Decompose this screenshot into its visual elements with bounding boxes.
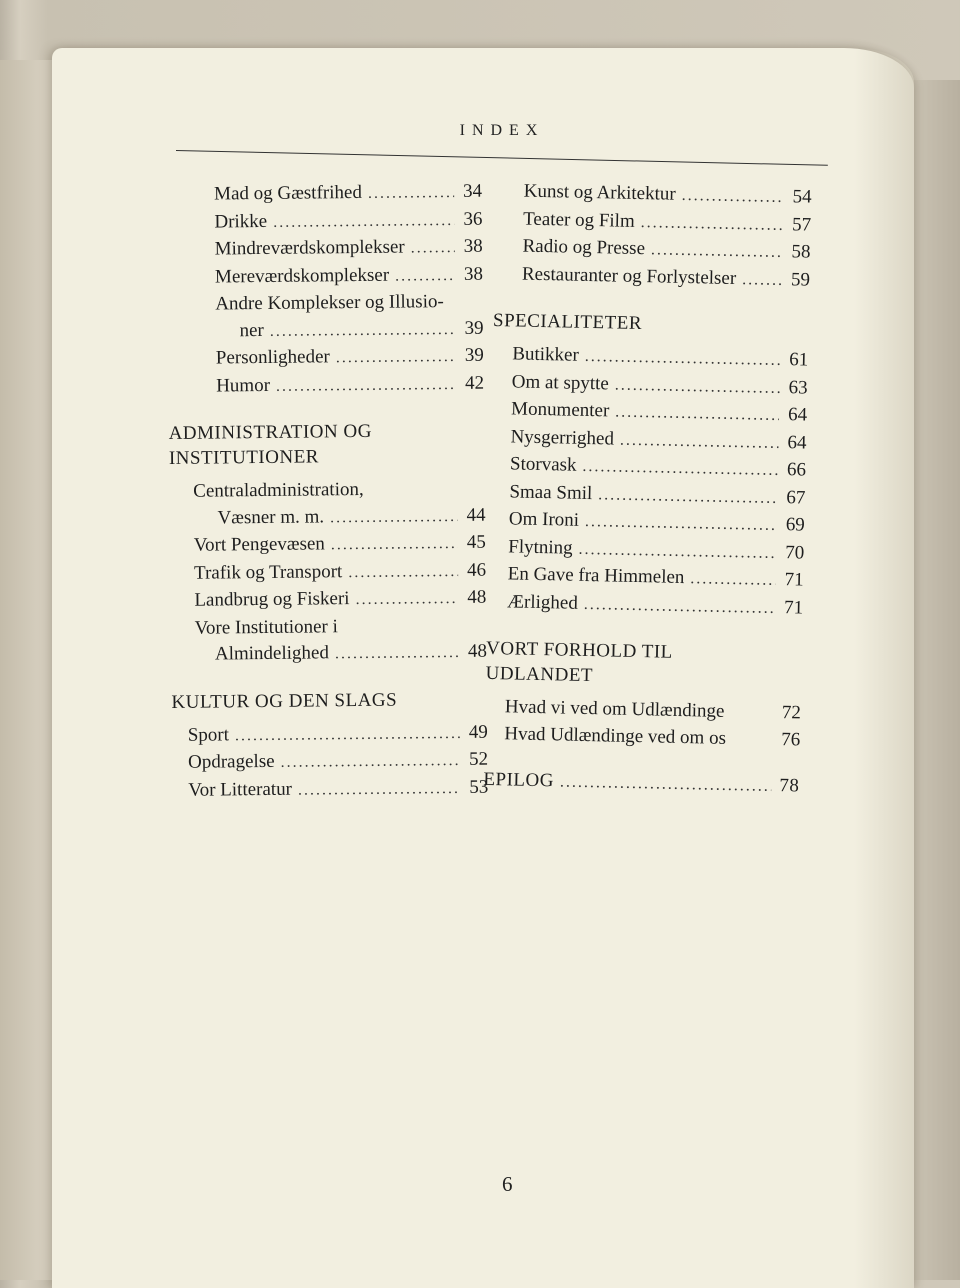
entry-page: 45: [466, 531, 486, 553]
section-heading-line: INSTITUTIONER: [168, 446, 320, 469]
entry-page: 36: [463, 208, 483, 230]
toc-entry: [188, 774, 488, 805]
toc-entry: [216, 370, 484, 400]
entry-page: 48: [467, 586, 487, 608]
entry-label: Vor Litteratur: [188, 778, 293, 801]
section-heading-kultur: [171, 686, 487, 714]
entry-page: 59: [790, 268, 811, 291]
section-heading-line: UDLANDET: [485, 662, 594, 687]
section-heading-specialiteter: [493, 308, 809, 340]
entry-group-specialiteter: [487, 341, 809, 623]
toc-entry: [215, 234, 483, 264]
entry-label: Storvask: [509, 453, 577, 476]
leader-dots: [355, 586, 458, 614]
entry-page: 52: [468, 748, 489, 770]
entry-label: Hvad vi ved om Udlændinge: [504, 696, 725, 722]
leader-dots: [348, 558, 458, 586]
toc-entry: [215, 261, 483, 291]
toc-entry: [214, 206, 482, 236]
section-heading-line: SPECIALITETER: [492, 309, 643, 335]
entry-page: 38: [463, 263, 484, 285]
entry-page: 34: [463, 180, 483, 202]
entry-page: 54: [792, 186, 812, 208]
leader-dots: [690, 566, 776, 594]
entry-label: Om Ironi: [508, 508, 580, 531]
toc-entry: [194, 585, 486, 616]
entry-label: Landbrug og Fiskeri: [194, 588, 350, 611]
entry-page: 67: [786, 486, 806, 509]
leader-dots: [336, 344, 456, 372]
leader-dots: [331, 531, 458, 559]
leader-dots: [620, 427, 779, 457]
entry-page: 66: [786, 459, 807, 481]
leader-dots: [280, 748, 460, 776]
entry-label: Om at spytte: [511, 370, 610, 394]
leader-dots: [578, 536, 776, 567]
entry-label-line1: Vore Institutioner i: [194, 615, 338, 639]
entry-label-line2: Almindelighed: [214, 642, 330, 665]
leader-dots: [640, 210, 783, 239]
entry-label-line1: Centraladministration,: [193, 478, 364, 502]
entry-page: 78: [779, 775, 800, 797]
leader-dots: [273, 207, 455, 235]
entry-group-administration: [169, 476, 487, 670]
leader-dots: [368, 180, 455, 207]
toc-entry: [214, 179, 482, 209]
entry-page: 57: [791, 213, 812, 236]
toc-entry: [194, 530, 486, 561]
entry-label: Personligheder: [215, 346, 330, 369]
leader-dots: [651, 237, 783, 266]
toc-entry: [215, 315, 483, 345]
leader-dots: [584, 591, 776, 622]
entry-group-kultur: [172, 719, 489, 805]
entry-page: 58: [791, 241, 811, 263]
entry-page: 76: [781, 728, 801, 750]
toc-entry: [193, 502, 485, 533]
entry-page: 72: [781, 702, 802, 724]
entry-label: Opdragelse: [187, 750, 275, 773]
toc-entry: [188, 747, 488, 778]
entry-page: 39: [464, 317, 484, 339]
entry-label: Vort Pengevæsen: [193, 533, 325, 556]
toc-entry: [504, 721, 800, 754]
entry-label: Nysgerrighed: [510, 425, 615, 450]
entry-page: 71: [783, 596, 804, 619]
entry-page: 48: [467, 640, 488, 662]
entry-page: 49: [468, 721, 488, 743]
leader-dots: [560, 769, 772, 798]
leader-dots: [335, 640, 459, 668]
leader-dots: [681, 183, 784, 212]
entry-page: 42: [465, 372, 485, 394]
leader-dots: [330, 503, 458, 531]
leader-dots: [615, 372, 780, 402]
section-heading-administration: [169, 418, 486, 471]
entry-label: Trafik og Transport: [193, 560, 343, 584]
entry-label: Radio og Presse: [522, 235, 646, 260]
leader-dots: [235, 720, 460, 749]
entry-label: Teater og Film: [522, 208, 635, 232]
entry-page: 46: [466, 559, 487, 581]
entry-group-top: [494, 178, 812, 295]
entry-label: Restauranter og Forlystelser: [521, 263, 737, 289]
entry-page: 63: [788, 376, 808, 399]
entry-label: Mindreværdskomplekser: [214, 236, 405, 260]
leader-dots: [582, 454, 778, 485]
leader-dots: [615, 400, 779, 430]
entry-page: 44: [466, 504, 486, 526]
leader-dots: [298, 775, 461, 803]
toc-entry: [188, 719, 488, 750]
toc-entry: [216, 343, 484, 373]
leader-dots: [395, 262, 455, 289]
entry-page: 38: [463, 235, 483, 257]
entry-label-line1: Andre Komplekser og Illusio-: [215, 291, 444, 315]
entry-page: 71: [784, 569, 804, 591]
entry-label: Mad og Gæstfrihed: [214, 181, 362, 205]
entry-page: 53: [469, 776, 489, 798]
toc-entry: [195, 639, 487, 670]
entry-page: 70: [785, 541, 805, 564]
entry-page: 64: [787, 404, 808, 426]
leader-dots: [276, 371, 456, 399]
entry-label: Monumenter: [510, 398, 610, 422]
leader-dots: [411, 235, 455, 262]
entry-label: EPILOG: [483, 768, 555, 792]
entry-label: Butikker: [512, 343, 580, 366]
entry-label: Hvad Udlændinge ved om os: [504, 722, 727, 749]
entry-page: 64: [787, 431, 807, 454]
leader-dots: [585, 509, 777, 540]
entry-label: Drikke: [214, 210, 268, 232]
leader-dots: [584, 344, 780, 375]
entry-label: Sport: [187, 723, 230, 746]
section-heading-line: ADMINISTRATION OG: [168, 420, 372, 444]
entry-page: 39: [464, 344, 484, 366]
leader-dots: [270, 316, 456, 344]
entry-label: Smaa Smil: [509, 480, 593, 504]
entry-page: 69: [785, 514, 806, 536]
entry-label-line2: ner: [239, 319, 264, 341]
entry-label: Ærlighed: [506, 590, 579, 614]
running-header: INDEX: [459, 122, 545, 139]
entry-label: Flytning: [508, 535, 573, 559]
entry-label: En Gave fra Himmelen: [507, 563, 685, 589]
page-curl-shadow: [854, 48, 914, 1288]
entry-group-a: [166, 179, 484, 401]
page-number: 6: [502, 1172, 513, 1196]
section-heading-line: KULTUR OG DEN SLAGS: [171, 689, 398, 713]
entry-label-line2: Væsner m. m.: [217, 505, 325, 528]
section-heading-udlandet: [485, 636, 802, 693]
toc-entry: [194, 557, 486, 588]
entry-label: Kunst og Arkitektur: [523, 180, 676, 205]
entry-label: Mereværdskomplekser: [214, 264, 390, 287]
entry-page: 61: [789, 349, 809, 371]
leader-dots: [742, 267, 782, 294]
leader-dots: [598, 482, 778, 512]
entry-label: Humor: [216, 374, 271, 396]
right-column: [483, 178, 812, 799]
section-heading-line: VORT FORHOLD TIL: [485, 637, 673, 663]
entry-group-udlandet: [484, 694, 801, 754]
left-column: [166, 179, 489, 805]
